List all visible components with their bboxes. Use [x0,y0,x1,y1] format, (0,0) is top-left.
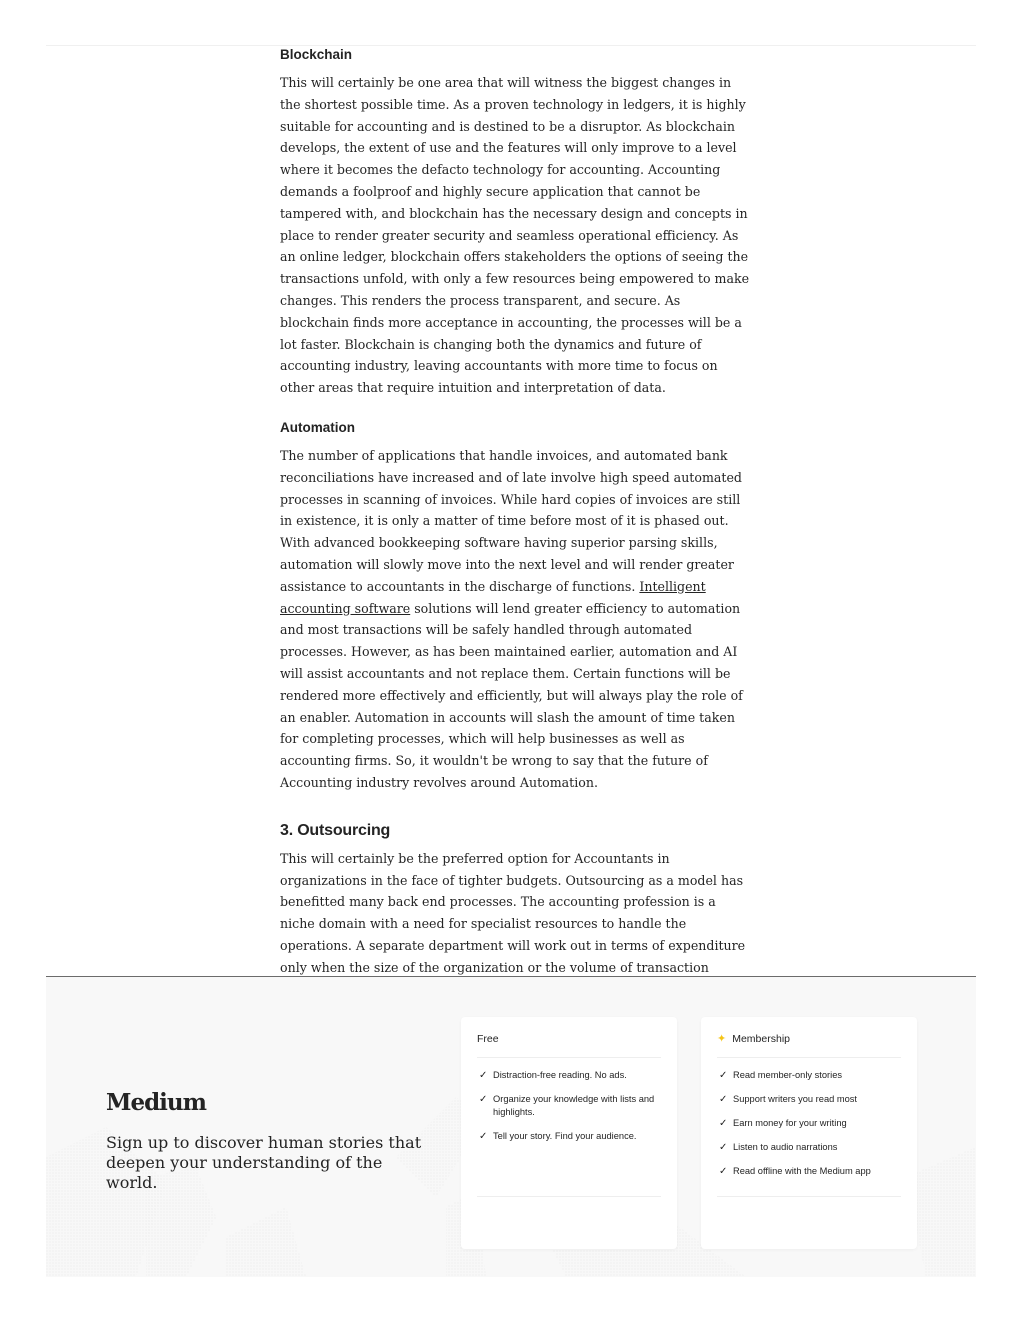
membership-plan-features [717,1069,901,1189]
automation-text-after: solutions will lend greater efficiency to automation and most transactions will be safely handled through automated processes. However, as has been maintained earlier, automation and AI will assist accountants and not replace them. Certain functions will be rendered more effectively and efficiently, but will always play the role of an enabler. Automation in accounts will slash the amount of time taken for completing processes, which will help businesses as well as accounting firms. So, it wouldn't be wrong to say that the future of Accounting industry revolves around Automation. [280,600,743,790]
list-item [477,1130,661,1143]
membership-plan-title: Membership [732,1033,790,1045]
list-item [717,1117,901,1130]
free-plan-features [477,1069,661,1154]
medium-logo: Medium [106,1089,206,1116]
signup-tagline: Sign up to discover human stories that deepen your understanding of the world. [106,1133,422,1192]
list-item [717,1165,901,1178]
check-icon: ✓ [719,1118,728,1129]
check-icon: ✓ [719,1070,728,1081]
membership-plan-card[interactable] [701,1017,917,1249]
feature-label: Distraction-free reading. No ads. [493,1070,627,1080]
free-plan-title: Free [477,1033,499,1045]
automation-heading: Automation [280,419,355,435]
membership-plan-header [717,1033,901,1058]
feature-label: Read member-only stories [733,1070,843,1080]
automation-text-before: The number of applications that handle invoices, and automated bank reconciliations have increased and of late involve high speed automated processes in scanning of invoices. While hard copies of invoices are still in existence, it is only a matter of time before most of it is phased out. With advanced bookkeeping software having superior parsing skills, automation will slowly move into the next level and will render greater assistance to accountants in the discharge of functions. [280,447,742,594]
check-icon: ✓ [719,1166,728,1177]
free-plan-header [477,1033,661,1058]
check-icon: ✓ [719,1094,728,1105]
membership-plan-divider [717,1196,901,1197]
list-item [717,1069,901,1082]
sparkle-icon: ✦ [717,1033,727,1045]
free-plan-divider [477,1196,661,1197]
feature-label: Support writers you read most [733,1094,858,1104]
blockchain-paragraph: This will certainly be one area that will witness the biggest changes in the shortest possible time. As a proven technology in ledgers, it is highly suitable for accounting and is destined to be a disruptor. As blockchain develops, the extent of use and the features will only improve to a level where it becomes the defacto technology for accounting. Accounting demands a foolproof and highly secure application that cannot be tampered with, and blockchain has the necessary design and concepts in place to render greater security and seamless operational efficiency. As an online ledger, blockchain offers stakeholders the options of seeing the transactions unfold, with only a few resources being empowered to make changes. This renders the process transparent, and secure. As blockchain finds more acceptance in accounting, the processes will be a lot faster. Blockchain is changing both the dynamics and future of accounting industry, leaving accountants with more time to focus on other areas that require intuition and interpretation of data. [280,75,750,396]
list-item [717,1141,901,1154]
feature-label: Organize your knowledge with lists and highlights. [493,1094,655,1117]
feature-label: Read offline with the Medium app [733,1166,871,1176]
check-icon: ✓ [479,1131,488,1142]
outsourcing-paragraph: This will certainly be the preferred option for Accountants in organizations in the face of tighter budgets. Outsourcing as a model has benefitted many back end processes. The accounting profession is a niche domain with a need for specialist resources to handle the operations. A separate department will work out in terms of expenditure only when the size of the organization or the volume of transaction [280,850,746,975]
feature-label: Listen to audio narrations [733,1142,838,1152]
check-icon: ✓ [719,1142,728,1153]
blockchain-heading: Blockchain [280,47,353,62]
feature-label: Tell your story. Find your audience. [493,1131,637,1141]
signup-footer [46,976,976,1277]
check-icon: ✓ [479,1070,488,1081]
intelligent-accounting-software-link[interactable]: Intelligent accounting software [280,578,706,616]
article-body [280,46,750,1000]
feature-label: Earn money for your writing [733,1118,847,1128]
list-item [477,1093,661,1119]
list-item [477,1069,661,1082]
check-icon: ✓ [479,1094,488,1105]
free-plan-card[interactable] [461,1017,677,1249]
list-item [717,1093,901,1106]
automation-paragraph [280,445,750,794]
outsourcing-heading: 3. Outsourcing [280,821,391,839]
